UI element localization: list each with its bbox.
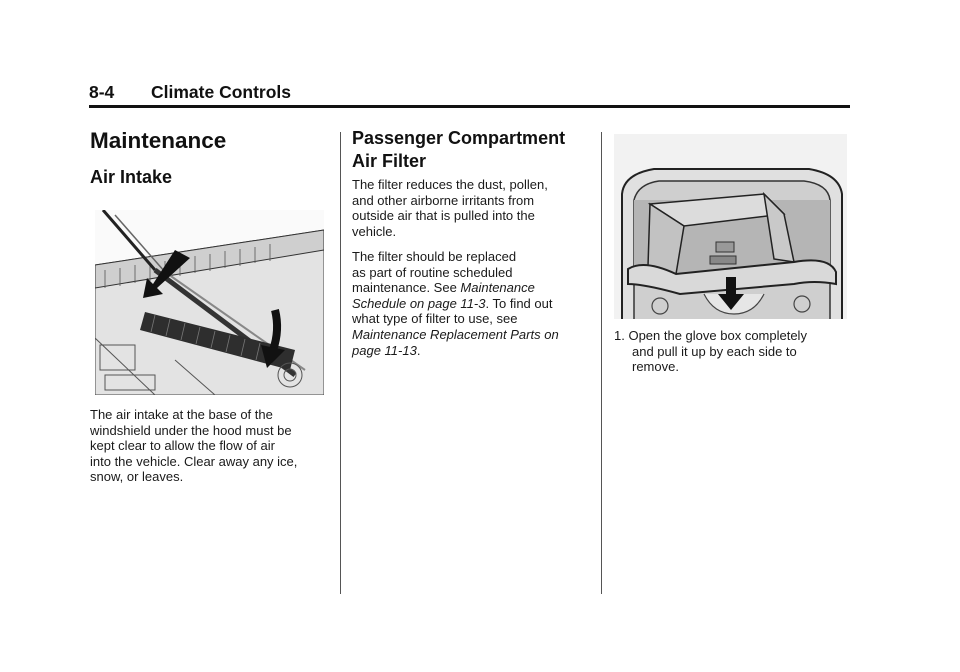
- text-line: windshield under the hood must be: [90, 422, 292, 438]
- section-title: Climate Controls: [151, 82, 292, 102]
- filter-paragraph-1: [352, 177, 597, 239]
- text-run: .: [416, 342, 421, 358]
- text-line: outside air that is pulled into the: [352, 208, 535, 224]
- text-line: and pull it up by each side to: [632, 343, 797, 359]
- text-line: remove.: [632, 359, 679, 375]
- maintenance-schedule-page-reference[interactable]: Schedule on page 11-3: [352, 295, 486, 311]
- air-filter-heading: [352, 127, 602, 173]
- column-divider: [340, 132, 341, 594]
- replacement-parts-page-reference[interactable]: page 11-13: [352, 342, 417, 358]
- text-line: The filter reduces the dust, pollen,: [352, 177, 548, 192]
- text-line: what type of filter to use, see: [352, 311, 518, 327]
- text-line: kept clear to allow the flow of air: [90, 438, 275, 454]
- text-line: The filter should be replaced: [352, 249, 517, 264]
- header-rule: [89, 105, 850, 108]
- text-line: vehicle.: [352, 223, 397, 239]
- filter-paragraph-2: [352, 249, 597, 358]
- air-intake-paragraph: [90, 407, 335, 485]
- step-1: [614, 328, 854, 375]
- maintenance-heading: Maintenance: [90, 128, 227, 153]
- text-line: into the vehicle. Clear away any ice,: [90, 453, 298, 469]
- text-line: snow, or leaves.: [90, 469, 184, 485]
- maintenance-schedule-reference[interactable]: Maintenance: [460, 280, 535, 296]
- text-run: . To find out: [485, 295, 553, 311]
- text-line: 1. Open the glove box completely: [614, 328, 807, 343]
- heading-line: Air Filter: [352, 151, 427, 171]
- column-divider: [601, 132, 602, 594]
- glove-box-illustration: [614, 134, 847, 319]
- text-line: and other airborne irritants from: [352, 192, 535, 208]
- text-line: [352, 343, 597, 359]
- heading-line: Passenger Compartment: [352, 128, 566, 148]
- text-line: as part of routine scheduled: [352, 264, 513, 280]
- text-run: maintenance. See: [352, 280, 461, 296]
- page-header: [89, 82, 849, 106]
- air-intake-illustration: [95, 210, 324, 395]
- air-intake-heading: Air Intake: [90, 167, 173, 187]
- text-line: [352, 280, 597, 296]
- text-line: The air intake at the base of the: [90, 407, 273, 422]
- replacement-parts-reference[interactable]: Maintenance Replacement Parts on: [352, 326, 559, 342]
- section-number: 8-4: [89, 82, 115, 102]
- text-line: [352, 296, 597, 312]
